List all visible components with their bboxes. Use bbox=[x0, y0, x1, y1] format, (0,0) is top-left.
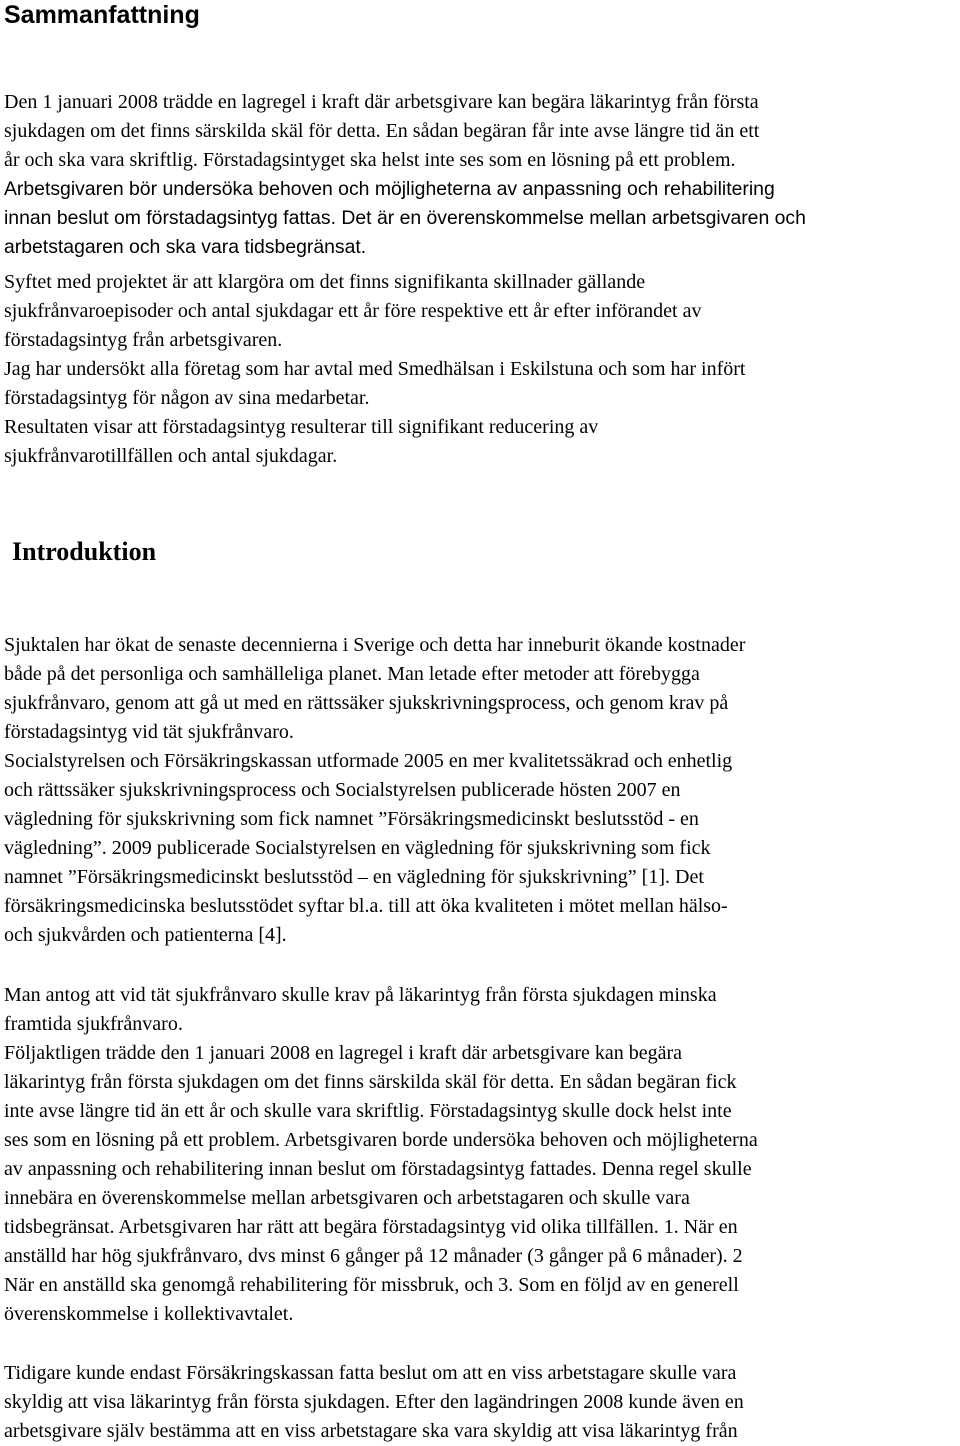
text-line: anställd har hög sjukfrånvaro, dvs minst 6 gånger på 12 månader (3 gånger på 6 månader). 2 bbox=[4, 1245, 743, 1267]
text-line: inte avse längre tid än ett år och skulle vara skriftlig. Förstadagsintyg skulle dock helst inte bbox=[4, 1100, 732, 1122]
summary-paragraph-2 bbox=[4, 268, 960, 355]
text-line: Den 1 januari 2008 trädde en lagregel i kraft där arbetsgivare kan begära läkarintyg från första bbox=[4, 91, 759, 113]
text-line: överenskommelse i kollektivavtalet. bbox=[4, 1303, 294, 1325]
text-line: sjukfrånvaro, genom att gå ut med en rättssäker sjukskrivningsprocess, och genom krav på bbox=[4, 692, 729, 714]
text-line: Resultaten visar att förstadagsintyg resulterar till signifikant reducering av bbox=[4, 416, 599, 438]
text-line: vägledning för sjukskrivning som fick namnet ”Försäkringsmedicinskt beslutsstöd - en bbox=[4, 808, 699, 830]
text-line: innebära en överenskommelse mellan arbetsgivaren och arbetstagaren och skulle vara bbox=[4, 1187, 690, 1209]
text-line: arbetstagaren och ska vara tidsbegränsat. bbox=[4, 236, 367, 258]
text-line: Sjuktalen har ökat de senaste decennierna i Sverige och detta har inneburit ökande kostnader bbox=[4, 634, 746, 656]
text-line: läkarintyg från första sjukdagen om det finns särskilda skäl för detta. En sådan begäran fick bbox=[4, 1071, 737, 1093]
text-line: ses som en lösning på ett problem. Arbetsgivaren borde undersöka behoven och möjligheterna bbox=[4, 1129, 758, 1151]
intro-paragraph-1 bbox=[4, 631, 960, 747]
text-line: framtida sjukfrånvaro. bbox=[4, 1013, 183, 1035]
text-line: år och ska vara skriftlig. Förstadagsintyget ska helst inte ses som en lösning på ett problem. bbox=[4, 149, 736, 171]
text-line: förstadagsintyg för någon av sina medarbetar. bbox=[4, 387, 370, 409]
intro-paragraph-3 bbox=[4, 981, 960, 1039]
text-line: Tidigare kunde endast Försäkringskassan fatta beslut om att en viss arbetstagare skulle vara bbox=[4, 1362, 737, 1384]
intro-paragraph-2 bbox=[4, 747, 960, 950]
text-line: förstadagsintyg vid tät sjukfrånvaro. bbox=[4, 721, 294, 743]
text-line: Socialstyrelsen och Försäkringskassan utformade 2005 en mer kvalitetssäkrad och enhetlig bbox=[4, 750, 733, 772]
summary-paragraph-4 bbox=[4, 413, 960, 471]
summary-heading: Sammanfattning bbox=[4, 1, 200, 29]
text-line: Följaktligen trädde den 1 januari 2008 en lagregel i kraft där arbetsgivare kan begära bbox=[4, 1042, 683, 1064]
text-line: arbetsgivare själv bestämma att en viss arbetstagare ska vara skyldig att visa läkarintyg från bbox=[4, 1420, 738, 1442]
text-line: Jag har undersökt alla företag som har avtal med Smedhälsan i Eskilstuna och som har infört bbox=[4, 358, 746, 380]
text-line: tidsbegränsat. Arbetsgivaren har rätt att begära förstadagsintyg vid olika tillfällen. 1. När en bbox=[4, 1216, 738, 1238]
text-line: Arbetsgivaren bör undersöka behoven och möjligheterna av anpassning och rehabilitering bbox=[4, 178, 775, 200]
text-line: När en anställd ska genomgå rehabilitering för missbruk, och 3. Som en följd av en generell bbox=[4, 1274, 739, 1296]
text-line: förstadagsintyg från arbetsgivaren. bbox=[4, 329, 283, 351]
text-line: försäkringsmedicinska beslutsstödet syftar bl.a. till att öka kvaliteten i mötet mellan hälso- bbox=[4, 895, 728, 917]
summary-paragraph-3 bbox=[4, 355, 960, 413]
text-line: Syftet med projektet är att klargöra om det finns signifikanta skillnader gällande bbox=[4, 271, 646, 293]
text-line: och rättssäker sjukskrivningsprocess och Socialstyrelsen publicerade hösten 2007 en bbox=[4, 779, 681, 801]
text-line: vägledning”. 2009 publicerade Socialstyrelsen en vägledning för sjukskrivning som fick bbox=[4, 837, 711, 859]
text-line: både på det personliga och samhälleliga planet. Man letade efter metoder att förebygga bbox=[4, 663, 700, 685]
text-line: Man antog att vid tät sjukfrånvaro skulle krav på läkarintyg från första sjukdagen minska bbox=[4, 984, 717, 1006]
summary-paragraph-1 bbox=[4, 88, 960, 262]
text-line: och sjukvården och patienterna [4]. bbox=[4, 924, 287, 946]
text-line: skyldig att visa läkarintyg från första sjukdagen. Efter den lagändringen 2008 kunde även en bbox=[4, 1391, 744, 1413]
text-line: innan beslut om förstadagsintyg fattas. Det är en överenskommelse mellan arbetsgivaren och bbox=[4, 207, 806, 229]
text-line: namnet ”Försäkringsmedicinskt beslutsstöd – en vägledning för sjukskrivning” [1]. Det bbox=[4, 866, 704, 888]
text-line: av anpassning och rehabilitering innan beslut om förstadagsintyg fattades. Denna regel skulle bbox=[4, 1158, 752, 1180]
introduction-heading: Introduktion bbox=[12, 537, 157, 566]
intro-paragraph-5 bbox=[4, 1359, 960, 1446]
intro-paragraph-4 bbox=[4, 1039, 960, 1329]
text-line: sjukdagen om det finns särskilda skäl för detta. En sådan begäran får inte avse längre tid än ett bbox=[4, 120, 760, 142]
text-line: sjukfrånvarotillfällen och antal sjukdagar. bbox=[4, 445, 338, 467]
text-line: sjukfrånvaroepisoder och antal sjukdagar ett år före respektive ett år efter införandet av bbox=[4, 300, 702, 322]
